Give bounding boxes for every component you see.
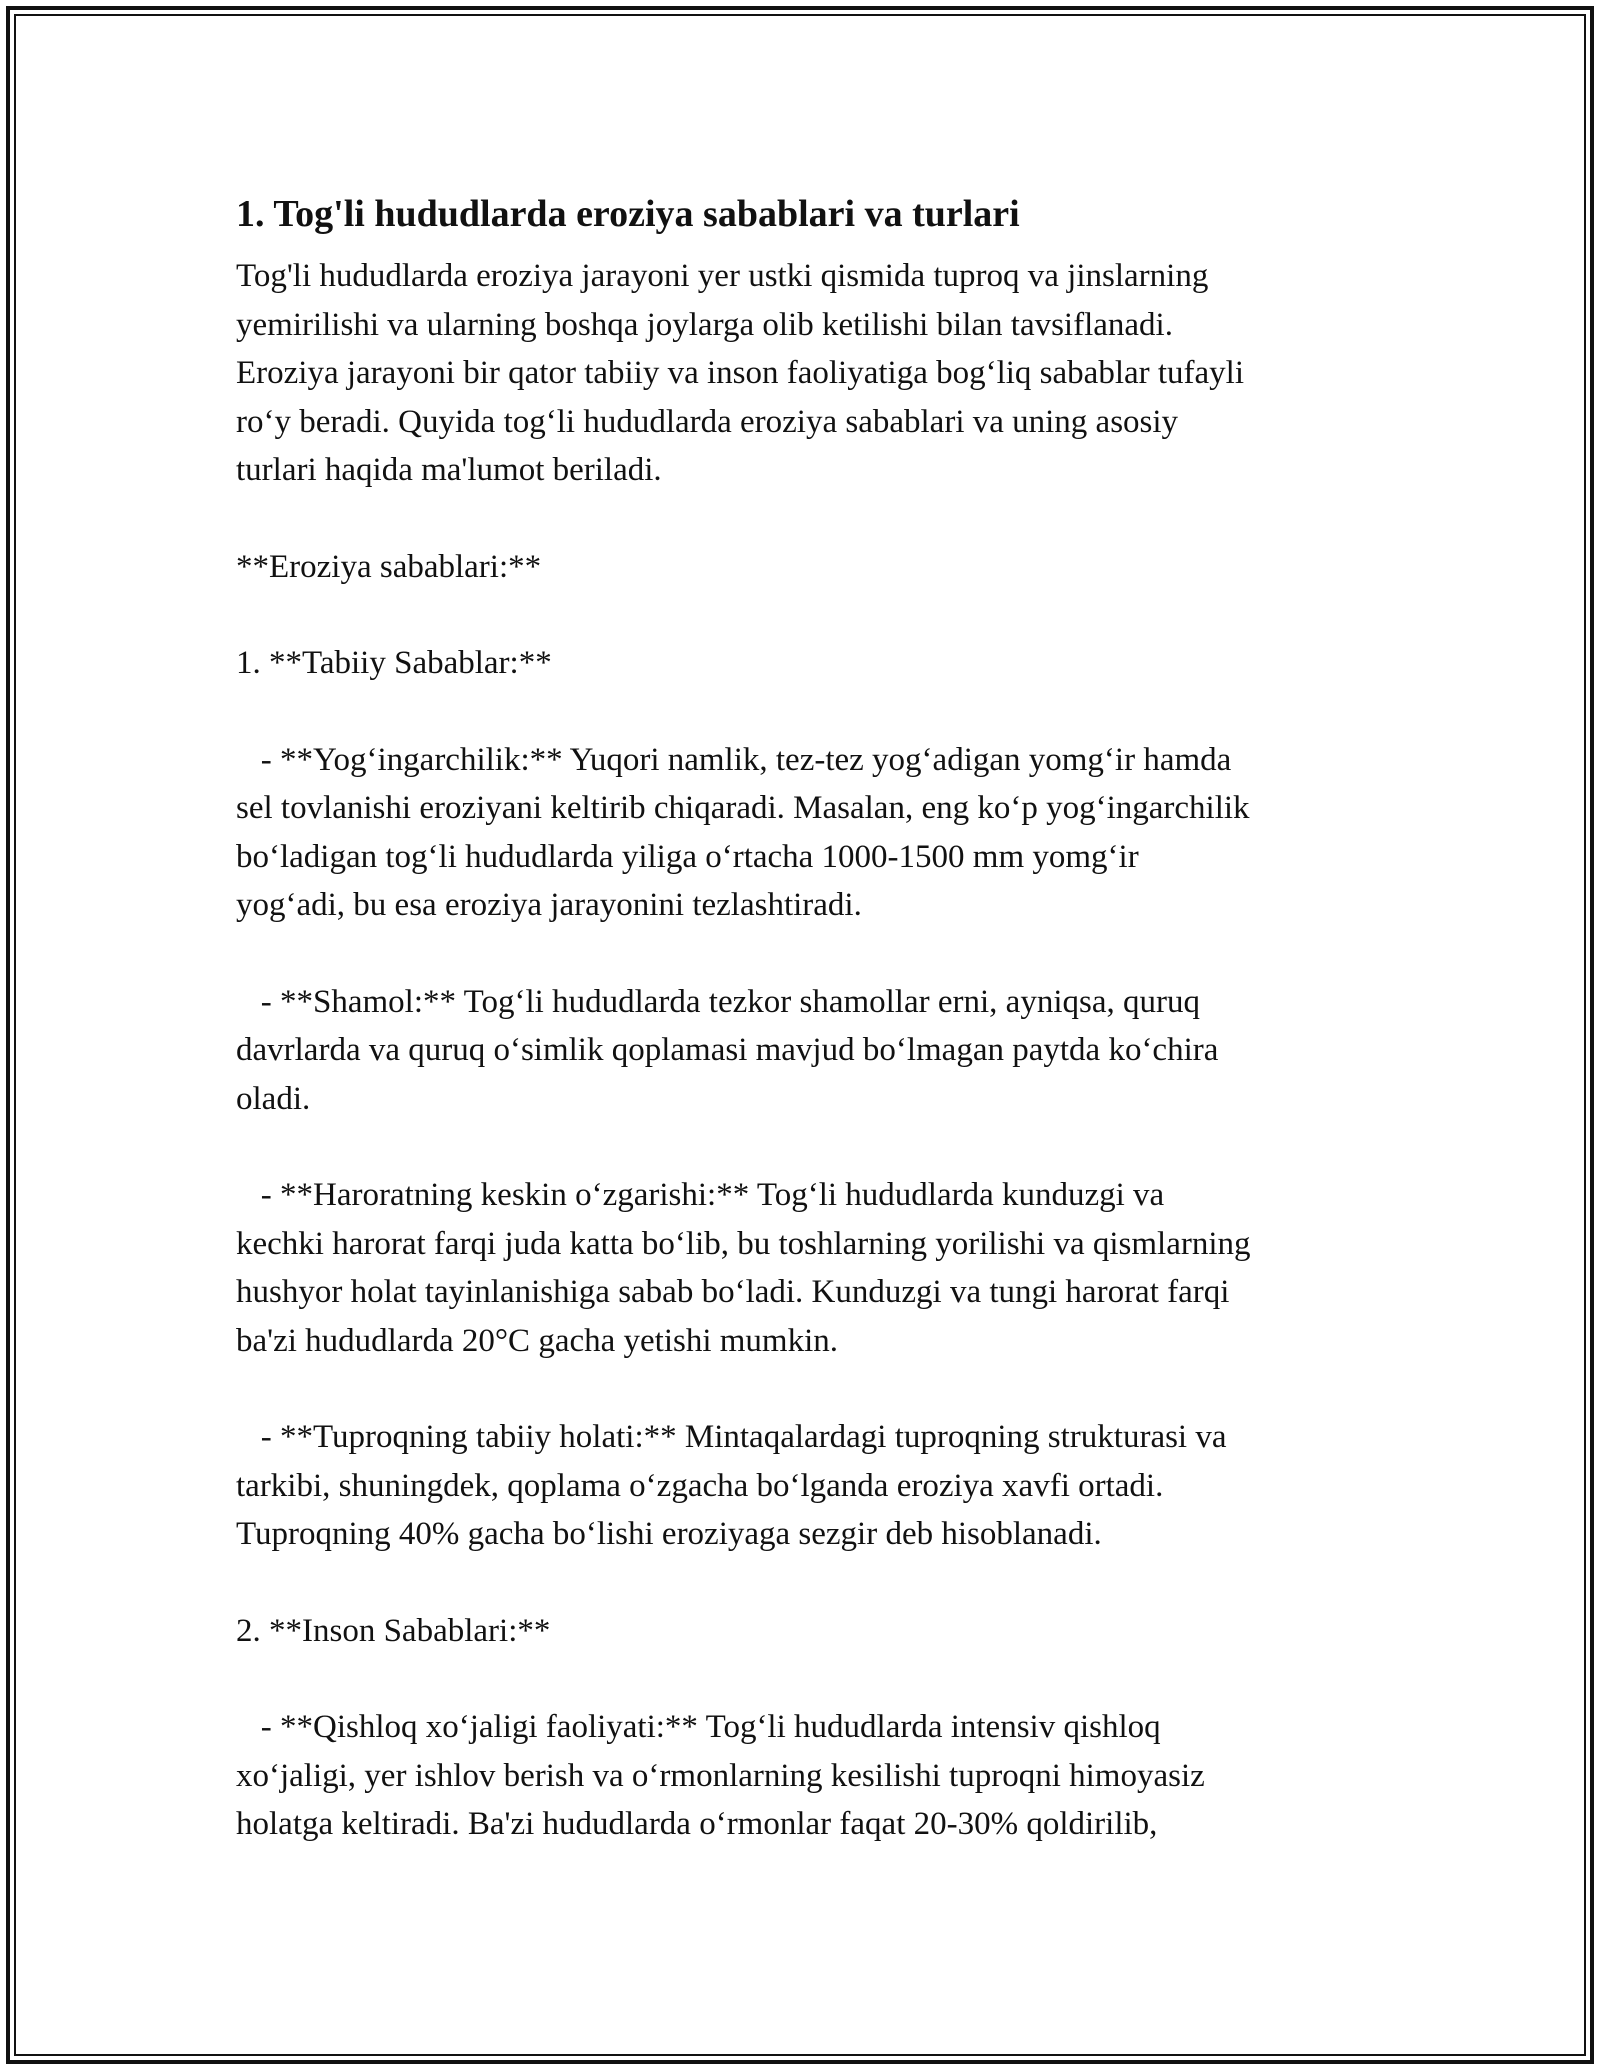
natural-causes-heading: 1. **Tabiiy Sabablar:** [236, 645, 552, 681]
section-heading: 1. Tog'li hududlarda eroziya sabablari va turlari [236, 193, 1020, 235]
document-body [236, 184, 1386, 1849]
human-causes-heading: 2. **Inson Sabablari:** [236, 1612, 551, 1649]
intro-paragraph: Tog'li hududlarda eroziya jarayoni yer ustki qismida tuproq va jinslarning yemirilishi va ularning boshqa joylarga olib ketilishi bilan tavsiflanadi. Eroziya jarayoni bir qator tabiiy va inson faoliyatiga bogʻliq sabablar tufayli roʻy beradi. Quyida togʻli hududlarda eroziya sabablari va uning asosiy turlari haqida ma'lumot beriladi. [236, 258, 1245, 488]
precipitation-item: - **Yogʻingarchilik:** Yuqori namlik, tez-tez yogʻadigan yomgʻir hamda sel tovlanishi eroziyani keltirib chiqaradi. Masalan, eng koʻp yogʻingarchilik boʻladigan togʻli hududlarda yiliga oʻrtacha 1000-1500 mm yomgʻir yogʻadi, bu esa eroziya jarayonini tezlashtiradi. [236, 741, 1250, 923]
wind-item: - **Shamol:** Togʻli hududlarda tezkor shamollar erni, ayniqsa, quruq davrlarda va quruq oʻsimlik qoplamasi mavjud boʻlmagan paytda koʻchira oladi. [236, 983, 1219, 1117]
agriculture-item: - **Qishloq xoʻjaligi faoliyati:** Togʻli hududlarda intensiv qishloq xoʻjaligi, yer ishlov berish va oʻrmonlarning kesilishi tuproqni himoyasiz holatga keltiradi. Ba'zi hududlarda oʻrmonlar faqat 20-30% qoldirilib, [236, 1709, 1205, 1842]
causes-subheading: **Eroziya sabablari:** [236, 548, 542, 585]
soil-state-item: - **Tuproqning tabiiy holati:** Mintaqalardagi tuproqning strukturasi va tarkibi, shuningdek, qoplama oʻzgacha boʻlganda eroziya xavfi ortadi. Tuproqning 40% gacha boʻlishi eroziyaga sezgir deb hisoblanadi. [236, 1419, 1227, 1552]
temperature-item: - **Haroratning keskin oʻzgarishi:** Togʻli hududlarda kunduzgi va kechki harorat farqi juda katta boʻlib, bu toshlarning yorilishi va qismlarning hushyor holat tayinlanishiga sabab boʻladi. Kunduzgi va tungi harorat farqi ba'zi hududlarda 20°C gacha yetishi mumkin. [236, 1177, 1251, 1359]
